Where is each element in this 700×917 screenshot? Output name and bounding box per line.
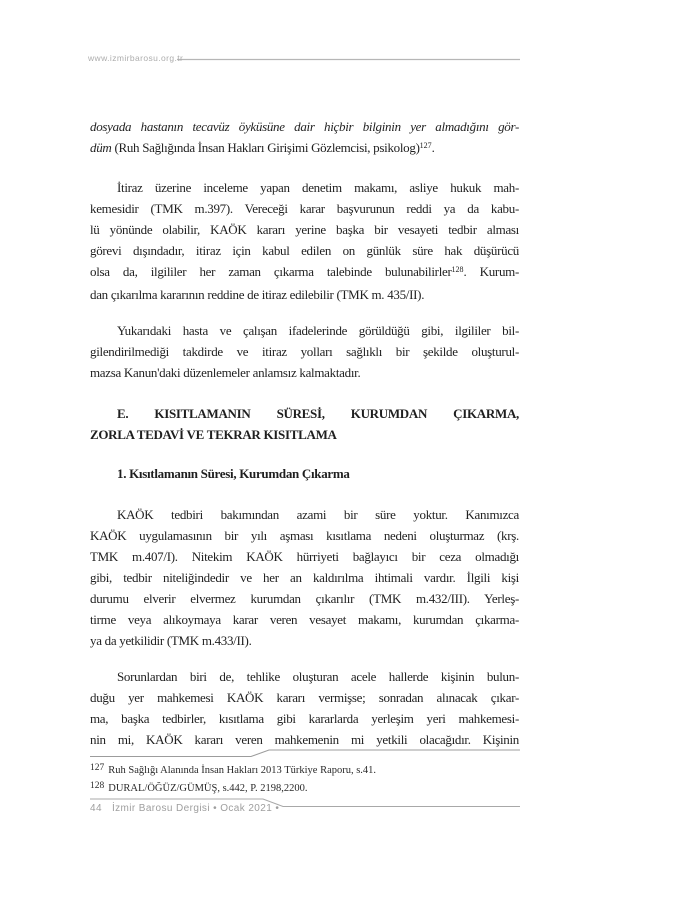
text-line: gibi, tedbir niteliğindedir ve her an kaldırılma ihtimali vardır. İlgili kişi: [90, 570, 519, 585]
paragraph-4: [90, 504, 519, 651]
text-line: tirme veya alıkoymaya karar veren vesayet makamı, kurumdan çıkarma-: [90, 612, 519, 627]
body-text: olsa da, ilgililer her zaman çıkarma talebinde bulunabilirler: [90, 264, 452, 279]
text-line: gilendirilmediği takdirde ve itiraz yolları sağlıklı bir şekilde oluşturul-: [90, 344, 519, 359]
heading-line: 1. Kısıtlamanın Süresi, Kurumdan Çıkarma: [117, 466, 350, 481]
text-line: kemesidir (TMK m.397). Vereceği karar başvurunun reddi ya da kabu-: [90, 201, 519, 216]
text-line: [90, 137, 519, 160]
attribution-text: (Ruh Sağlığında İnsan Hakları Girişimi Gözlemcisi, psikolog): [111, 140, 420, 155]
heading-line: E. KISITLAMANIN SÜRESİ, KURUMDAN ÇIKARMA,: [117, 406, 519, 421]
footnote-text: Ruh Sağlığı Alanında İnsan Hakları 2013 Türkiye Raporu, s.41.: [108, 765, 377, 776]
footnote-number: 128: [90, 781, 105, 791]
text-line: nin mi, KAÖK kararı veren mahkemenin mi yetkili olacağıdır. Kişinin: [90, 732, 519, 747]
footnote-separator-line: [90, 750, 520, 757]
text-line: [90, 116, 519, 137]
text-line: durumu elverir elvermez kurumdan çıkarılır (TMK m.432/III). Yerleş-: [90, 591, 519, 606]
footnote-ref-128: 128: [451, 264, 464, 274]
text-line: İtiraz üzerine inceleme yapan denetim makamı, asliye hukuk mah-: [117, 180, 519, 195]
text-line: mazsa Kanun'daki düzenlemeler anlamsız kalmaktadır.: [90, 365, 361, 380]
sentence-period: .: [431, 140, 435, 155]
paragraph-3: [90, 320, 519, 383]
text-line: dan çıkarılma kararının reddine de itiraz edilebilir (TMK m. 435/II).: [90, 287, 425, 302]
section-heading-e: [90, 403, 519, 445]
header-url: www.izmirbarosu.org.tr: [88, 53, 184, 63]
text-line: lü yönünde olabilir, KAÖK kararı yerine başka bir vesayeti tedbir alması: [90, 222, 519, 237]
article-body: [90, 116, 519, 750]
italic-quote-text: düm: [90, 140, 112, 155]
footnotes: [90, 762, 519, 798]
text-line: [90, 261, 519, 284]
footnote-text: DURAL/ÖĞÜZ/GÜMÜŞ, s.442, P. 2198,2200.: [108, 783, 308, 794]
footnote-number: 127: [90, 763, 105, 773]
page-number: 44: [90, 803, 102, 814]
heading-line: ZORLA TEDAVİ VE TEKRAR KISITLAMA: [90, 427, 337, 442]
text-line: ya da yetkilidir (TMK m.433/II).: [90, 633, 252, 648]
text-line: duğu yer mahkemesi KAÖK kararı vermişse; sonradan alınacak çıkar-: [90, 690, 519, 705]
paragraph-5: [90, 666, 519, 750]
text-line: Yukarıdaki hasta ve çalışan ifadelerinde görüldüğü gibi, ilgililer bil-: [117, 323, 519, 338]
footnote-127: [90, 762, 519, 780]
body-text: . Kurum-: [463, 264, 519, 279]
text-line: Sorunlardan biri de, tehlike oluşturan acele hallerde kişinin bulun-: [117, 669, 519, 684]
text-line: KAÖK uygulamasının bir yılı aşması kısıtlama nedeni oluşturmaz (krş.: [90, 528, 519, 543]
journal-title: İzmir Barosu Dergisi • Ocak 2021 •: [111, 803, 280, 814]
footnote-ref-127: 127: [419, 140, 432, 150]
paragraph-2: [90, 177, 519, 305]
subsection-heading-1: [90, 463, 519, 484]
text-line: KAÖK tedbiri bakımından azami bir süre yoktur. Kanımızca: [117, 507, 519, 522]
text-line: TMK m.407/I). Nitekim KAÖK hürriyeti bağlayıcı bir ceza olmadığı: [90, 549, 519, 564]
italic-quote-text: dosyada hastanın tecavüz öyküsüne dair hiçbir bilginin yer almadığını gör-: [90, 119, 519, 134]
text-line: ma, başka tedbirler, kısıtlama gibi kararlarda yerleşim yeri mahkemesi-: [90, 711, 519, 726]
text-line: görevi dışındadır, itiraz için kabul edilen on günlük süre hak düşürücü: [90, 243, 519, 258]
page-footer: [90, 803, 519, 814]
paragraph-1: [90, 116, 519, 160]
footnote-128: [90, 780, 519, 798]
